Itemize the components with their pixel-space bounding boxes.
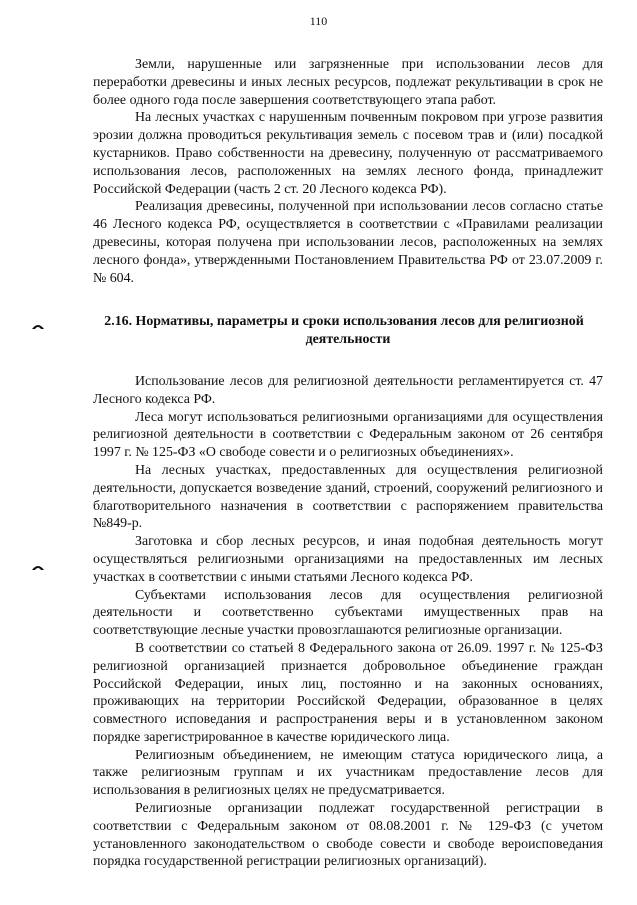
paragraph: Религиозные организации подлежат государственной регистрации в соответствии с Федеральным законом от 08.08.2001 г. № 129-ФЗ (с учетом установленного законодательством о свободе совести и свободе вероисповедания порядка государственной регистрации религиозных организаций).: [93, 801, 603, 870]
paragraph: На лесных участках, предоставленных для осуществления религиозной деятельности, допускается возведение зданий, строений, сооружений религиозного и благотворительного назначения в соответствии с распоряжением правительства №849-р.: [93, 462, 603, 532]
paragraph: Реализация древесины, полученной при использовании лесов согласно статье 46 Лесного кодекса РФ, осуществляется в соответствии с «Правилами реализации древесины, которая получена при использовании лесов, расположенных на землях лесного фонда», утвержденными Постановлением Правительства РФ от 23.07.2009 г. № 604.: [93, 199, 603, 286]
paragraph: Заготовка и сбор лесных ресурсов, и иная подобная деятельность могут осуществляться религиозными организациями на предоставленных им лесных участках в соответствии с иными статьями Лесного кодекса РФ.: [93, 534, 603, 585]
page-number: 110: [309, 14, 328, 28]
paragraph: Леса могут использоваться религиозными организациями для осуществления религиозной деятельности в соответствии с Федеральным законом от 26 сентября 1997 г. № 125-ФЗ «О свободе совести и о религиозных объединениях».: [93, 409, 603, 461]
paragraph: Земли, нарушенные или загрязненные при использовании лесов для переработки древесины и иных лесных ресурсов, подлежат рекультивации в срок не более одного года после завершения соответствующего этапа работ.: [93, 57, 603, 108]
section-heading-line1: 2.16. Нормативы, параметры и сроки использования лесов для религиозной: [104, 314, 584, 330]
paragraph: Субъектами использования лесов для осуществления религиозной деятельности и соответственно субъектами имущественных прав на соответствующие лесные участки провозглашаются религиозные организации.: [93, 587, 603, 639]
punch-hole-mark-bottom: [31, 563, 45, 571]
paragraph: Использование лесов для религиозной деятельности регламентируется ст. 47 Лесного кодекса РФ.: [93, 373, 603, 407]
paragraph: Религиозным объединением, не имеющим статуса юридического лица, а также религиозным группам и их участникам предоставление лесов для использования в религиозных целях не предусматривается.: [93, 747, 603, 799]
paragraph: В соответствии со статьей 8 Федерального закона от 26.09. 1997 г. № 125-ФЗ религиозной организацией признается добровольное объединение граждан Российской Федерации, иных лиц, постоянно и на законных основаниях, проживающих на территории Российской Федерации, образованное в целях совместного исповедания и распространения веры и в установленном законом порядке зарегистрированное в качестве юридического лица.: [93, 640, 603, 745]
section-heading-line2: деятельности: [305, 332, 391, 348]
section-heading: [93, 313, 603, 349]
punch-hole-mark-top: [31, 322, 45, 330]
document-body: [93, 56, 603, 871]
paragraph: На лесных участках с нарушенным почвенным покровом при угрозе развития эрозии должна проводиться рекультивация земель с посевом трав и (или) посадкой кустарников. Право собственности на древесину, полученную от рассматриваемого использования лесов, расположенных на землях лесного фонда, принадлежит Российской Федерации (часть 2 ст. 20 Лесного кодекса РФ).: [93, 110, 603, 197]
